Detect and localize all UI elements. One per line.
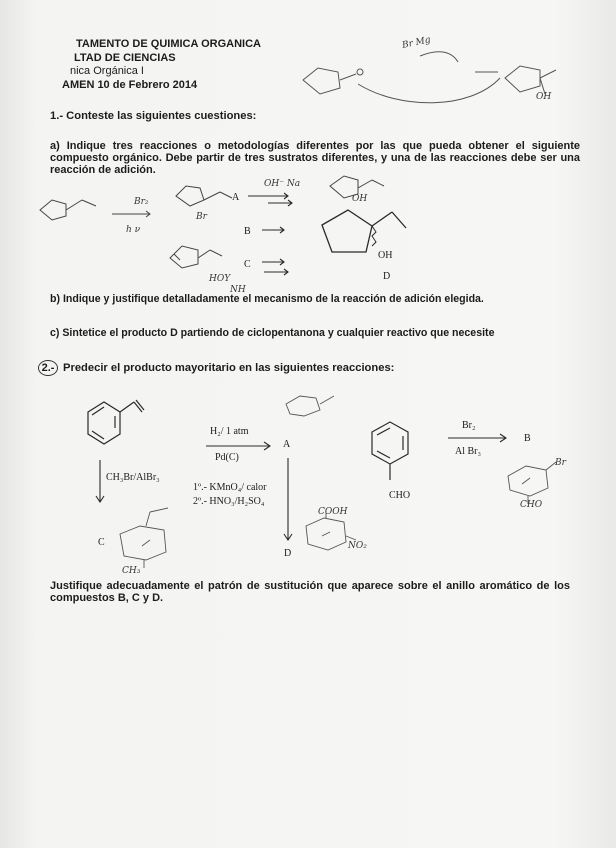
hand-product-c [120, 508, 168, 568]
benzaldehyde-cho-label: CHO [389, 490, 411, 501]
product-a-label: A [283, 439, 291, 450]
question-1a-text: a) Indique tres reacciones o metodologías diferentes por las que pueda obtener el siguiente compuesto orgánico. Debe partir de tres sustratos diferentes, y una de las reacciones debe ser una reacción de adición. [50, 140, 580, 176]
styrene-structure [88, 400, 144, 444]
label-oh-q1: OH [378, 250, 393, 261]
label-a-q1: A [232, 192, 240, 203]
product-d-structure [322, 210, 406, 252]
hand-nh: NH [230, 285, 246, 295]
hand-product-d [306, 510, 356, 550]
hand-cyclopentanone-drawing [303, 52, 556, 103]
question-1c-text: c) Sintetice el producto D partiendo de ciclopentanona y cualquier reactivo que necesite [50, 327, 495, 339]
exam-date-line: AMEN 10 de Febrero 2014 [62, 79, 198, 91]
hand-hoy: HOY [209, 274, 231, 284]
reagent-pd: Pd(C) [215, 452, 239, 463]
reagent-br2: Br₂ [462, 420, 476, 431]
department-line: TAMENTO DE QUIMICA ORGANICA [76, 38, 261, 50]
justify-text: Justifique adecuadamente el patrón de sustitución que aparece sobre el anillo aromático de los compuestos B, C y D. [50, 580, 570, 604]
q1-arrows [248, 193, 292, 275]
hand-grignard: Br Mg [401, 35, 432, 51]
hand-oh-na: OH⁻ Na [264, 179, 301, 189]
substrate-a [176, 186, 232, 206]
hand-product-a [286, 396, 334, 416]
reagent-albr3: Al Br₃ [455, 446, 481, 457]
label-c-q1: C [244, 259, 251, 270]
hand-ch3: CH₃ [122, 566, 141, 576]
question-2-number: 2.- [38, 360, 58, 376]
hand-cooh: COOH [318, 507, 348, 517]
benzaldehyde-structure [372, 422, 408, 480]
substrate-c [170, 246, 222, 268]
question-2-title: Predecir el producto mayoritario en las siguientes reacciones: [63, 362, 395, 374]
reagent-h2: H₂/ 1 atm [210, 426, 249, 437]
label-d-q1: D [383, 271, 391, 282]
question-1b-text: b) Indique y justifique detalladamente el mecanismo de la reacción de adición elegida. [50, 293, 484, 305]
hand-product-b [508, 462, 556, 504]
label-b-q1: B [244, 226, 251, 237]
reagent-kmno4: 1º.- KMnO₄/ calor [193, 482, 267, 493]
hand-cho-b: CHO [520, 500, 543, 510]
course-line: nica Orgánica I [70, 65, 144, 77]
hand-oh: OH [352, 194, 368, 204]
hand-oh-top: OH [536, 92, 552, 102]
product-d-label: D [284, 548, 292, 559]
hand-br2: Br₂ [134, 197, 149, 207]
hand-hv: h ν [126, 225, 141, 235]
hand-br: Br [196, 212, 207, 222]
product-c-label: C [98, 537, 105, 548]
hand-br-b: Br [555, 458, 566, 468]
reagent-ch3br: CH₃Br/AlBr₃ [106, 472, 160, 483]
product-b-label: B [524, 433, 531, 444]
hand-product-q1 [330, 176, 384, 198]
reagent-hno3: 2º.- HNO₃/H₂SO₄ [193, 496, 265, 507]
hand-substrate-1 [40, 200, 150, 220]
question-1-title: 1.- Conteste las siguientes cuestiones: [50, 110, 257, 122]
faculty-line: LTAD DE CIENCIAS [74, 52, 176, 64]
hand-no2: NO₂ [348, 541, 367, 551]
